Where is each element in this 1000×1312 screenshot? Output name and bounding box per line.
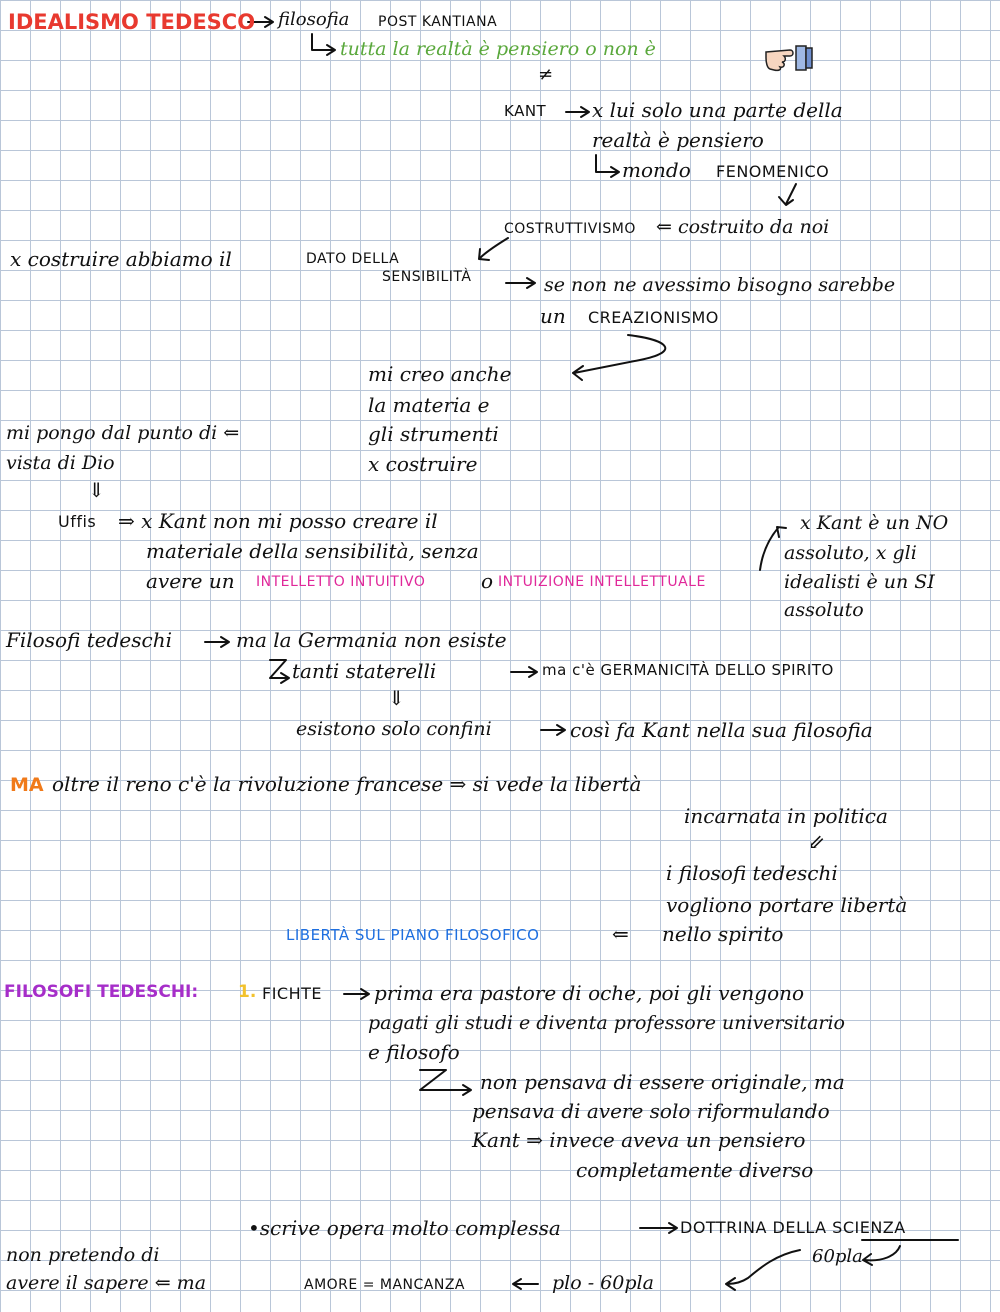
liberta-label: LIBERTÀ SUL PIANO FILOSOFICO — [286, 926, 540, 944]
uffis-text-1: ⇒ x Kant non mi posso creare il — [118, 509, 438, 533]
def-text: filosofia — [278, 9, 350, 30]
mi-creo-4: x costruire — [368, 452, 478, 476]
arrow-left-text: ⇐ — [612, 922, 629, 946]
costruttivismo-label: COSTRUTTIVISMO — [504, 221, 636, 237]
prima-text-2: pagati gli studi e diventa professore universitario — [368, 1012, 845, 1034]
pointing-hand-icon — [764, 38, 818, 72]
uffis-label: Uffis — [58, 512, 97, 531]
sixty-pla-text: 60pla — [812, 1246, 863, 1267]
x-costruire-text: x costruire abbiamo il — [10, 247, 232, 271]
down-left-arrow: ⇙ — [808, 830, 825, 854]
non-pensava-3: Kant ⇒ invece aveva un pensiero — [472, 1128, 806, 1152]
kant-no-3: idealisti è un SI — [784, 571, 935, 593]
uffis-text-3: avere un — [146, 569, 235, 593]
kant-label: KANT — [504, 102, 547, 120]
o-text: o — [481, 569, 494, 593]
incarnata-text: incarnata in politica — [684, 804, 888, 828]
non-pensava-2: pensava di avere solo riformulando — [472, 1099, 830, 1123]
sensibilita-label: SENSIBILITÀ — [382, 269, 472, 285]
prima-text-3: e filosofo — [368, 1040, 460, 1064]
kant-text-2: realtà è pensiero — [592, 128, 764, 152]
amore-label: AMORE = MANCANZA — [304, 1277, 466, 1293]
uffis-text-2: materiale della sensibilità, senza — [146, 539, 479, 563]
creazionismo-label: CREAZIONISMO — [588, 308, 719, 327]
intuizione-intellettuale-label: INTUIZIONE INTELLETTUALE — [498, 574, 706, 590]
mi-creo-3: gli strumenti — [368, 422, 499, 446]
nello-spirito-text: nello spirito — [662, 922, 784, 946]
kant-no-1: x Kant è un NO — [800, 512, 949, 534]
non-pensava-4: completamente diverso — [576, 1158, 814, 1182]
page-title: IDEALISMO TEDESCO — [8, 10, 256, 34]
prima-text-1: prima era pastore di oche, poi gli vengono — [374, 981, 805, 1005]
not-equal-sign: ≠ — [538, 64, 554, 85]
kant-text-1: x lui solo una parte della — [592, 98, 843, 122]
un-prefix: un — [540, 304, 566, 328]
filosofi-tedeschi-header: FILOSOFI TEDESCHI: — [4, 982, 199, 1002]
filosofi-tedeschi-text: Filosofi tedeschi — [6, 628, 172, 652]
costruttivismo-text: ⇐ costruito da noi — [656, 216, 830, 238]
dottrina-label: DOTTRINA DELLA SCIENZA — [680, 1218, 906, 1237]
non-pretendo-1: non pretendo di — [6, 1244, 160, 1266]
fenomenico-label: FENOMENICO — [716, 162, 830, 181]
post-kantiana-label: POST KANTIANA — [378, 14, 498, 30]
down-double-arrow-2: ⇓ — [388, 686, 405, 710]
oltre-reno-text: oltre il reno c'è la rivoluzione francese ⇒ si vede la libertà — [52, 772, 642, 796]
plo-text: plo - 60pla — [552, 1272, 654, 1294]
kant-no-2: assoluto, x gli — [784, 542, 917, 564]
number-one: 1. — [238, 982, 257, 1002]
kant-no-4: assoluto — [784, 599, 864, 621]
down-double-arrow: ⇓ — [88, 478, 105, 502]
non-pensava-1: non pensava di essere originale, ma — [480, 1070, 845, 1094]
staterelli-text: tanti staterelli — [292, 659, 437, 683]
cosi-kant-text: così fa Kant nella sua filosofia — [570, 718, 873, 742]
dio-text-2: vista di Dio — [6, 452, 115, 474]
intelletto-intuitivo-label: INTELLETTO INTUITIVO — [256, 574, 426, 590]
dato-della-label: DATO DELLA — [306, 251, 400, 267]
i-filosofi-1: i filosofi tedeschi — [666, 861, 838, 885]
green-thesis: tutta la realtà è pensiero o non è — [340, 38, 656, 60]
fenomenico-prefix: mondo — [622, 158, 691, 182]
germanicita-text: ma c'è GERMANICITÀ DELLO SPIRITO — [542, 661, 834, 679]
mi-creo-1: mi creo anche — [368, 362, 512, 386]
dio-text-1: mi pongo dal punto di ⇐ — [6, 422, 240, 444]
non-pretendo-2: avere il sapere ⇐ ma — [6, 1272, 207, 1294]
ma-label: MA — [10, 774, 44, 796]
fichte-label: FICHTE — [262, 984, 323, 1003]
germania-text: ma la Germania non esiste — [236, 628, 507, 652]
i-filosofi-2: vogliono portare libertà — [666, 893, 908, 917]
se-non-text: se non ne avessimo bisogno sarebbe — [544, 274, 896, 296]
scrive-text: •scrive opera molto complessa — [248, 1216, 561, 1240]
mi-creo-2: la materia e — [368, 393, 490, 417]
confini-text: esistono solo confini — [296, 718, 492, 740]
